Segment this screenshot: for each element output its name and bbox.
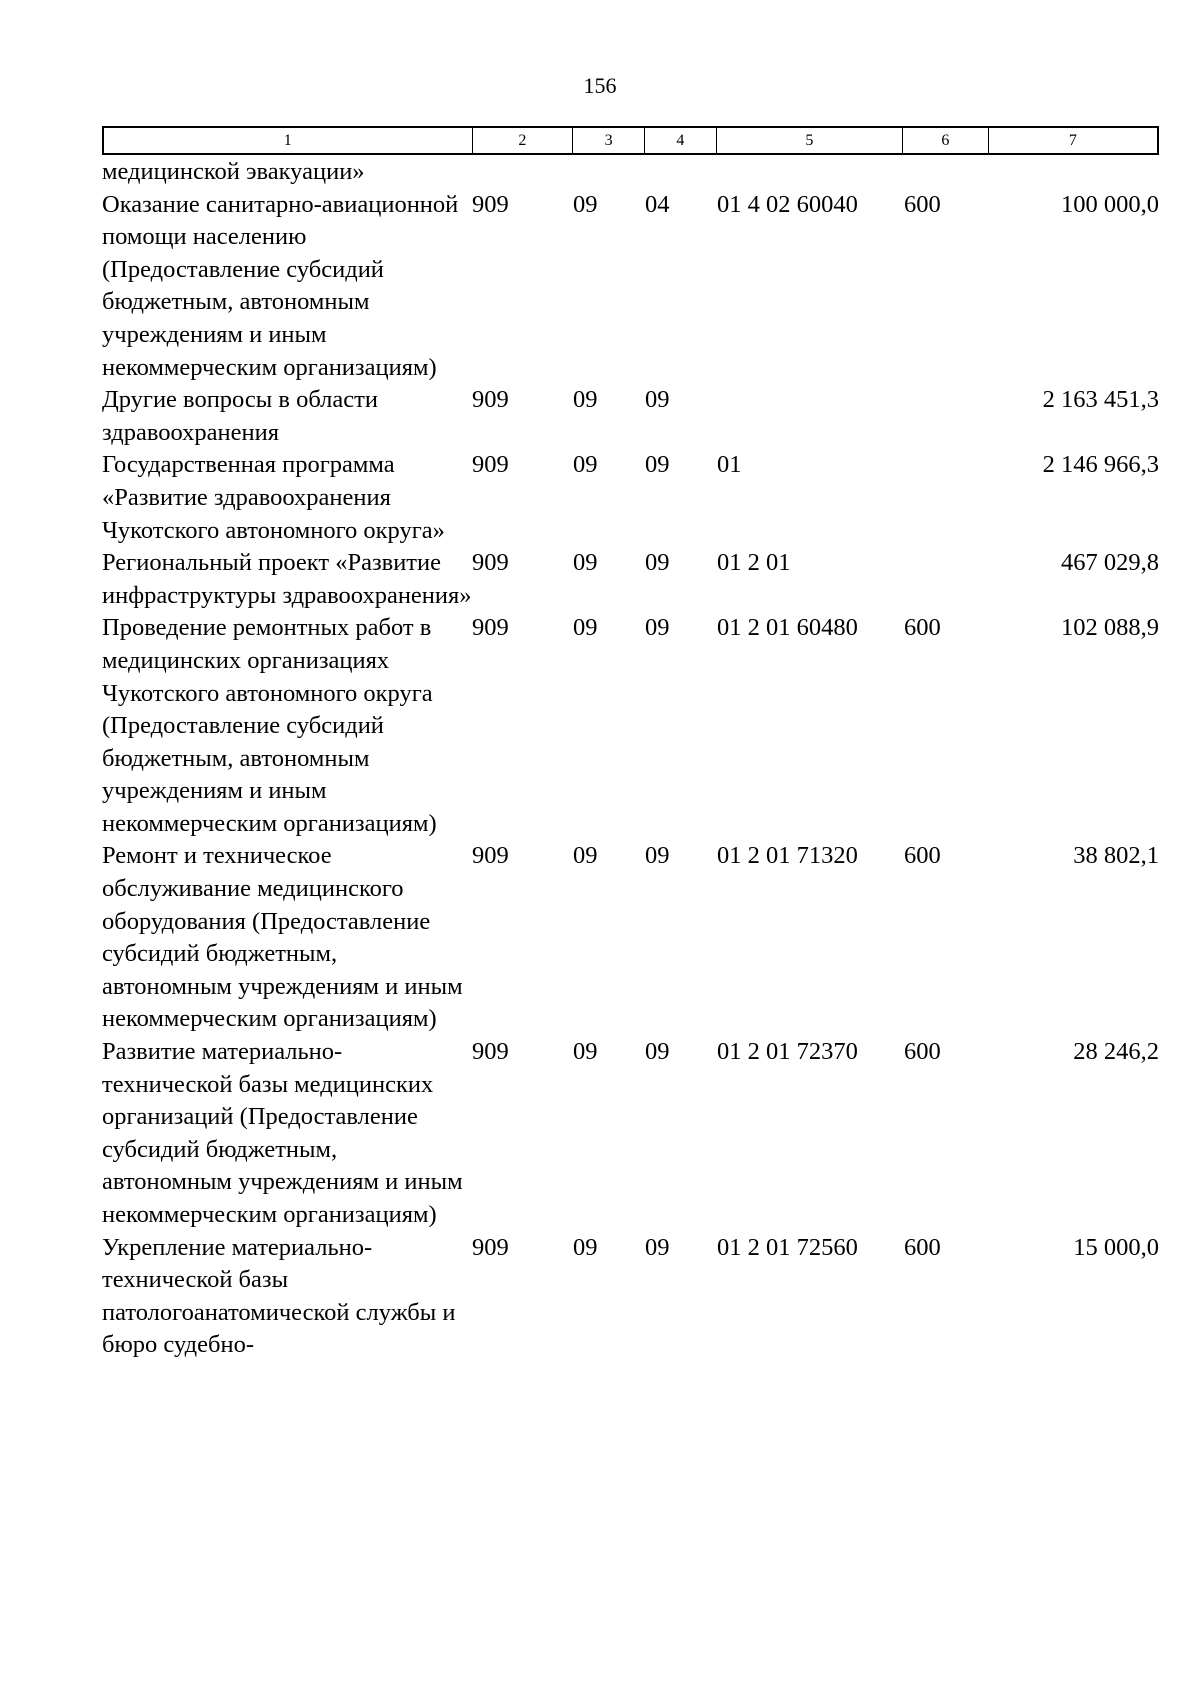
header-cell-1: 1 bbox=[104, 128, 473, 153]
row-name: Оказание санитарно-авиационной помощи населению (Предоставление субсидий бюджетным, автономным учреждениям и иным некоммерческим организациям) bbox=[102, 190, 459, 381]
row-section: 09 bbox=[573, 842, 598, 870]
row-target-article: 01 bbox=[717, 451, 742, 479]
table-row bbox=[102, 384, 1159, 449]
row-target-article: 01 2 01 bbox=[717, 549, 791, 577]
row-ministry-code bbox=[472, 156, 573, 189]
row-expense-type bbox=[904, 156, 990, 189]
row-subsection: 04 bbox=[645, 190, 670, 218]
row-amount: 28 246,2 bbox=[1073, 1038, 1159, 1066]
row-expense-type: 600 bbox=[904, 1233, 941, 1261]
row-expense-type bbox=[904, 547, 990, 612]
table-row bbox=[102, 1036, 1159, 1232]
table-header bbox=[102, 126, 1159, 155]
row-amount bbox=[990, 156, 1159, 189]
table-row bbox=[102, 449, 1159, 547]
row-section: 09 bbox=[573, 1038, 598, 1066]
row-target-article: 01 2 01 71320 bbox=[717, 842, 858, 870]
row-subsection: 09 bbox=[645, 614, 670, 642]
header-cell-5: 5 bbox=[717, 128, 903, 153]
row-expense-type bbox=[904, 384, 990, 449]
row-name: Другие вопросы в области здравоохранения bbox=[102, 386, 378, 446]
row-target-article: 01 2 01 72370 bbox=[717, 1038, 858, 1066]
row-expense-type: 600 bbox=[904, 614, 941, 642]
row-subsection: 09 bbox=[645, 451, 670, 479]
row-subsection: 09 bbox=[645, 386, 670, 414]
row-section: 09 bbox=[573, 549, 598, 577]
row-name: Проведение ремонтных работ в медицинских организациях Чукотского автономного округа (Предоставление субсидий бюджетным, автономным учреждениям и иным некоммерческим организациям) bbox=[102, 614, 437, 837]
header-cell-6: 6 bbox=[903, 128, 989, 153]
row-target-article bbox=[717, 156, 904, 189]
row-ministry-code: 909 bbox=[472, 549, 509, 577]
table-row bbox=[102, 189, 1159, 385]
table-row bbox=[102, 1232, 1159, 1362]
row-ministry-code: 909 bbox=[472, 842, 509, 870]
row-amount: 15 000,0 bbox=[1073, 1233, 1159, 1261]
row-expense-type: 600 bbox=[904, 842, 941, 870]
row-name: Государственная программа «Развитие здравоохранения Чукотского автономного округа» bbox=[102, 451, 445, 544]
page-number: 156 bbox=[583, 73, 617, 98]
row-amount: 2 163 451,3 bbox=[1042, 386, 1159, 414]
header-cell-4: 4 bbox=[645, 128, 717, 153]
header-cell-2: 2 bbox=[473, 128, 574, 153]
header-cell-3: 3 bbox=[573, 128, 645, 153]
row-ministry-code: 909 bbox=[472, 1038, 509, 1066]
table-row bbox=[102, 547, 1159, 612]
row-ministry-code: 909 bbox=[472, 190, 509, 218]
row-amount: 38 802,1 bbox=[1073, 842, 1159, 870]
row-section: 09 bbox=[573, 386, 598, 414]
row-subsection bbox=[645, 156, 717, 189]
row-expense-type: 600 bbox=[904, 190, 941, 218]
row-target-article: 01 2 01 72560 bbox=[717, 1233, 858, 1261]
row-subsection: 09 bbox=[645, 1038, 670, 1066]
row-section: 09 bbox=[573, 614, 598, 642]
table-row bbox=[102, 156, 1159, 189]
row-amount: 2 146 966,3 bbox=[1042, 451, 1159, 479]
row-name: Укрепление материально-технической базы патологоанатомической службы и бюро судебно- bbox=[102, 1233, 456, 1359]
table-row bbox=[102, 612, 1159, 840]
row-target-article: 01 4 02 60040 bbox=[717, 190, 858, 218]
row-name: Развитие материально-технической базы медицинских организаций (Предоставление субсидий бюджетным, автономным учреждениям и иным некоммерческим организациям) bbox=[102, 1038, 463, 1228]
row-name: медицинской эвакуации» bbox=[102, 158, 365, 185]
row-amount: 102 088,9 bbox=[1061, 614, 1159, 642]
row-ministry-code: 909 bbox=[472, 614, 509, 642]
table-body bbox=[102, 156, 1159, 1362]
row-subsection: 09 bbox=[645, 842, 670, 870]
row-ministry-code: 909 bbox=[472, 386, 509, 414]
row-ministry-code: 909 bbox=[472, 451, 509, 479]
row-expense-type bbox=[904, 449, 990, 547]
row-section: 09 bbox=[573, 451, 598, 479]
header-cell-7: 7 bbox=[1068, 132, 1077, 149]
row-target-article bbox=[717, 384, 904, 449]
row-name: Ремонт и техническое обслуживание медицинского оборудования (Предоставление субсидий бюджетным, автономным учреждениям и иным некоммерческим организациям) bbox=[102, 842, 463, 1033]
table-row bbox=[102, 840, 1159, 1036]
row-ministry-code: 909 bbox=[472, 1233, 509, 1261]
row-section: 09 bbox=[573, 1233, 598, 1261]
row-subsection: 09 bbox=[645, 549, 670, 577]
row-amount: 467 029,8 bbox=[1061, 549, 1159, 577]
row-amount: 100 000,0 bbox=[1061, 190, 1159, 218]
row-section bbox=[573, 156, 645, 189]
row-expense-type: 600 bbox=[904, 1038, 941, 1066]
row-target-article: 01 2 01 60480 bbox=[717, 614, 858, 642]
row-section: 09 bbox=[573, 190, 598, 218]
row-subsection: 09 bbox=[645, 1233, 670, 1261]
row-name: Региональный проект «Развитие инфраструктуры здравоохранения» bbox=[102, 549, 472, 609]
